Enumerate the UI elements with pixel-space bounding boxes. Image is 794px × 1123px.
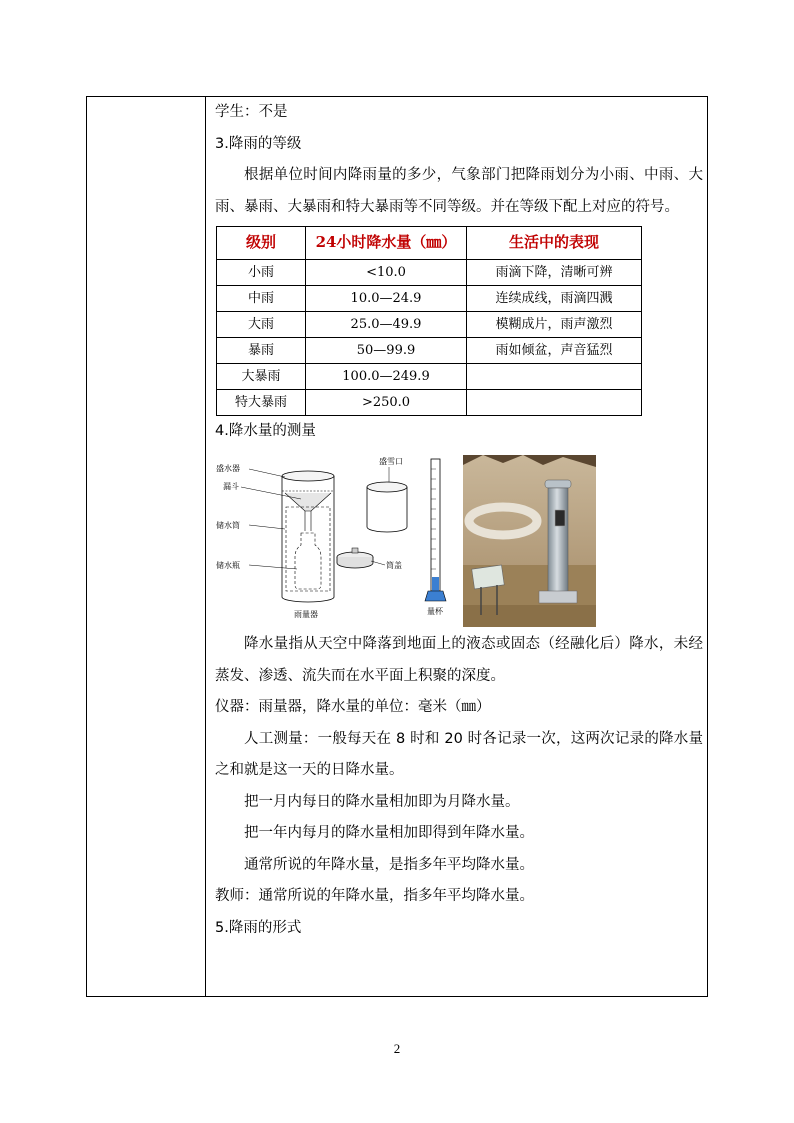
table-row xyxy=(217,337,642,363)
teacher-line: 教师：通常所说的年降水量，指多年平均降水量。 xyxy=(215,888,534,904)
table-cell: 大雨 xyxy=(217,311,306,337)
table-cell: 雨滴下降，清晰可辨 xyxy=(467,259,642,285)
paragraph-yearly: 把一年内每月的降水量相加即得到年降水量。 xyxy=(244,825,534,841)
table-cell: 连续成线，雨滴四溅 xyxy=(467,285,642,311)
table-cell: 模糊成片，雨声激烈 xyxy=(467,311,642,337)
table-cell: 特大暴雨 xyxy=(217,389,306,415)
paragraph-monthly: 把一月内每日的降水量相加即为月降水量。 xyxy=(244,793,520,810)
table-cell: 25.0—49.9 xyxy=(306,311,467,337)
column-divider xyxy=(205,97,206,996)
section-heading-3: 3.降雨的等级 xyxy=(215,135,302,152)
label-funnel: 漏斗 xyxy=(223,482,239,491)
label-tube: 储水筒 xyxy=(216,521,240,530)
table-row xyxy=(217,259,642,285)
section-heading-5: 5.降雨的形式 xyxy=(215,919,302,936)
table-cell: 10.0—24.9 xyxy=(306,285,467,311)
header-description: 生活中的表现 xyxy=(467,227,642,260)
table-cell: 50—99.9 xyxy=(306,337,467,363)
label-container: 盛水器 xyxy=(216,464,240,473)
label-gauge: 雨量器 xyxy=(294,610,318,619)
table-cell: <10.0 xyxy=(306,259,467,285)
label-lid: 筒盖 xyxy=(386,561,402,570)
table-cell: 雨如倾盆，声音猛烈 xyxy=(467,337,642,363)
section-heading-4: 4.降水量的测量 xyxy=(215,422,316,439)
table-cell: 中雨 xyxy=(217,285,306,311)
table-cell: 大暴雨 xyxy=(217,363,306,389)
content-cell xyxy=(215,97,703,944)
lesson-table xyxy=(86,96,708,997)
table-cell: >250.0 xyxy=(306,389,467,415)
student-answer: 学生：不是 xyxy=(215,104,288,120)
table-cell: 暴雨 xyxy=(217,337,306,363)
table-row xyxy=(217,389,642,415)
label-cup: 量杯 xyxy=(427,607,443,616)
rain-gauge-diagram xyxy=(215,449,459,627)
figure-group xyxy=(215,449,703,629)
paragraph-definition: 降水量指从天空中降落到地面上的液态或固态（经融化后）降水，未经蒸发、渗透、流失而在水平面上积聚的深度。 xyxy=(215,636,703,684)
page-number: 2 xyxy=(393,1041,401,1056)
table-row xyxy=(217,285,642,311)
table-cell xyxy=(467,389,642,415)
header-level: 级别 xyxy=(217,227,306,260)
paragraph-instrument: 仪器：雨量器，降水量的单位：毫米（㎜） xyxy=(215,699,491,715)
label-bottle: 储水瓶 xyxy=(216,561,240,570)
table-cell: 小雨 xyxy=(217,259,306,285)
paragraph-manual-measurement: 人工测量：一般每天在 8 时和 20 时各记录一次，这两次记录的降水量之和就是这一天的日降水量。 xyxy=(215,730,703,778)
paragraph-rain-levels: 根据单位时间内降雨量的多少，气象部门把降雨划分为小雨、中雨、大雨、暴雨、大暴雨和特大暴雨等不同等级。并在等级下配上对应的符号。 xyxy=(215,167,703,215)
label-snow-mouth: 盛雪口 xyxy=(379,457,403,466)
rain-level-table xyxy=(216,226,642,416)
header-amount: 24小时降水量（㎜） xyxy=(306,227,467,260)
rain-gauge-photo xyxy=(463,455,596,627)
table-row xyxy=(217,311,642,337)
table-cell xyxy=(467,363,642,389)
table-cell: 100.0—249.9 xyxy=(306,363,467,389)
table-header-row xyxy=(217,227,642,260)
paragraph-average: 通常所说的年降水量，是指多年平均降水量。 xyxy=(244,856,534,873)
table-row xyxy=(217,363,642,389)
